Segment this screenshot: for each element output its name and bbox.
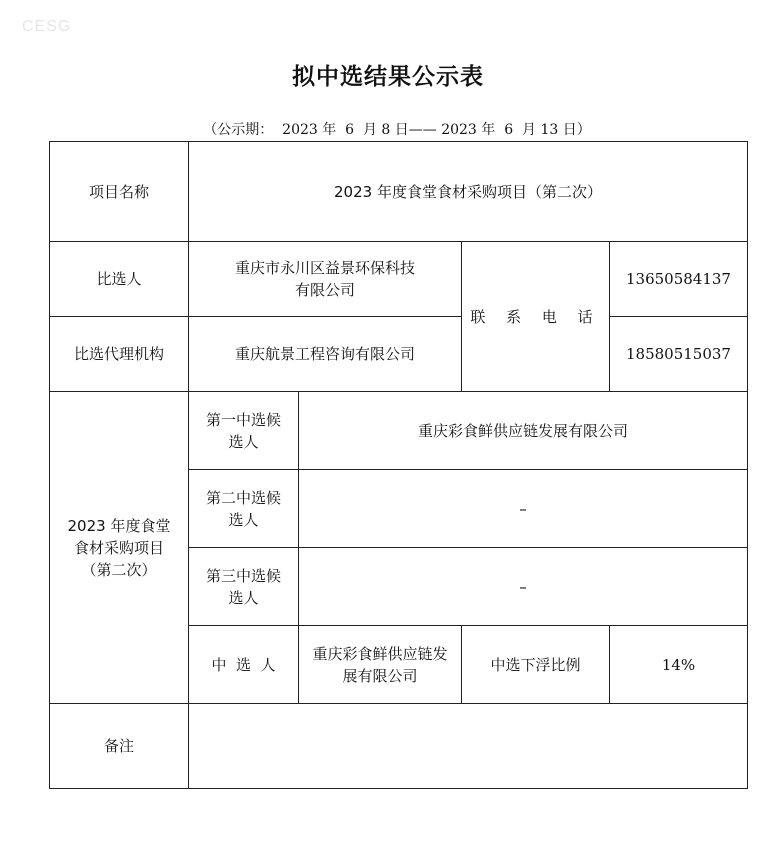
buyer-value: 重庆市永川区益景环保科技有限公司 <box>189 242 462 317</box>
table-row-agency <box>50 317 748 392</box>
announcement-period: （公示期： 2023 年 6 月 8 日—— 2023 年 6 月 13 日） <box>203 122 591 138</box>
agency-value: 重庆航景工程咨询有限公司 <box>189 317 462 392</box>
candidate-2-label: 第二中选候选人 <box>189 470 299 548</box>
page-title: 拟中选结果公示表 <box>292 63 484 90</box>
project-name-label: 项目名称 <box>50 142 189 242</box>
winner-value: 重庆彩食鲜供应链发展有限公司 <box>299 626 462 704</box>
watermark-logo: CESG <box>22 18 72 35</box>
agency-label: 比选代理机构 <box>50 317 189 392</box>
remarks-value <box>189 704 748 789</box>
candidate-2-value: – <box>299 470 748 548</box>
table-row-remarks <box>50 704 748 789</box>
section-label: 2023 年度食堂食材采购项目（第二次） <box>50 392 189 704</box>
table-row-buyer <box>50 242 748 317</box>
remarks-label: 备注 <box>50 704 189 789</box>
winner-label: 中 选 人 <box>189 626 299 704</box>
project-name-value: 2023 年度食堂食材采购项目（第二次） <box>189 142 748 242</box>
buyer-phone: 13650584137 <box>610 242 748 317</box>
candidate-3-value: – <box>299 548 748 626</box>
discount-value: 14% <box>610 626 748 704</box>
table-row-candidate-1 <box>50 392 748 470</box>
candidate-1-value: 重庆彩食鲜供应链发展有限公司 <box>299 392 748 470</box>
candidate-1-label: 第一中选候选人 <box>189 392 299 470</box>
contact-phone-label: 联 系 电 话 <box>462 242 610 392</box>
buyer-label: 比选人 <box>50 242 189 317</box>
candidate-3-label: 第三中选候选人 <box>189 548 299 626</box>
agency-phone: 18580515037 <box>610 317 748 392</box>
results-table <box>49 141 748 789</box>
table-row-project-name <box>50 142 748 242</box>
discount-label: 中选下浮比例 <box>462 626 610 704</box>
